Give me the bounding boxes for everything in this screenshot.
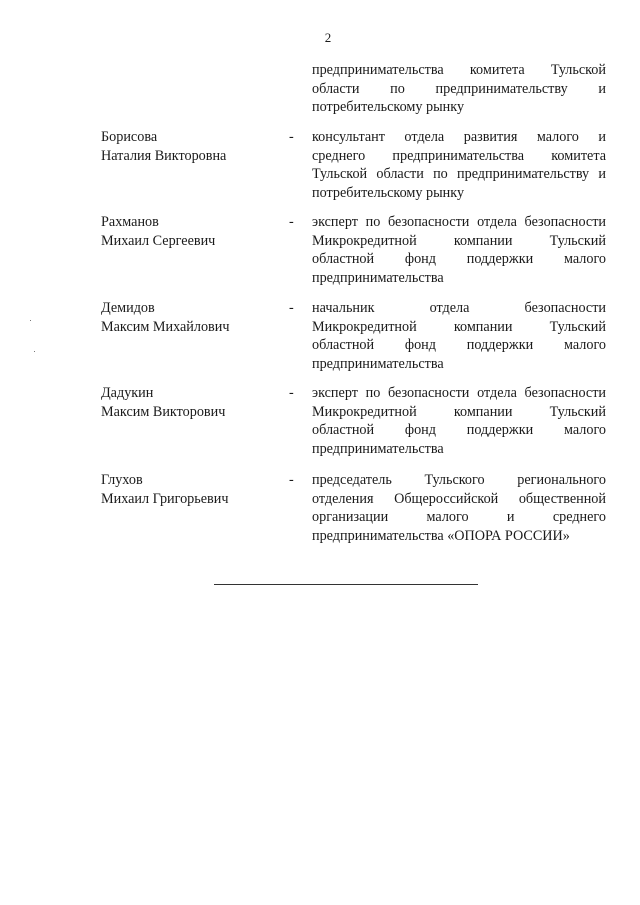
description-line: председатель Тульского регионального [312, 472, 606, 488]
description-line: предпринимательства [312, 355, 444, 372]
description-line: Микрокредитной компании Тульский [312, 403, 606, 420]
closing-rule [214, 584, 478, 585]
member-given-names: Максим Михайлович [101, 318, 230, 335]
member-dash: - [289, 472, 294, 488]
description-line: эксперт по безопасности отдела безопасности [312, 214, 606, 230]
scan-speck [34, 351, 35, 352]
description-line: потребительскому рынку [312, 99, 465, 115]
member-name [101, 471, 281, 508]
member-surname: Дадукин [101, 385, 154, 401]
member-surname: Демидов [101, 300, 155, 316]
member-description [312, 384, 606, 458]
member-name [101, 213, 281, 250]
continuation-description [312, 61, 606, 117]
member-given-names: Михаил Григорьевич [101, 490, 229, 507]
member-description [312, 471, 606, 545]
description-line: консультант отдела развития малого и [312, 129, 606, 145]
member-description [312, 213, 606, 287]
description-line: Микрокредитной компании Тульский [312, 232, 606, 249]
member-given-names: Михаил Сергеевич [101, 232, 216, 249]
scan-speck [30, 320, 31, 321]
description-line: области по предпринимательству и [312, 80, 606, 97]
description-line: предпринимательства [312, 440, 444, 457]
description-line: отделения Общероссийской общественной [312, 490, 606, 507]
member-dash: - [289, 214, 294, 230]
description-line: предпринимательства комитета Тульской [312, 62, 606, 78]
member-dash: - [289, 385, 294, 401]
description-line: областной фонд поддержки малого [312, 251, 606, 267]
member-dash: - [289, 300, 294, 316]
member-name [101, 384, 281, 421]
description-line: потребительскому рынку [312, 184, 465, 201]
member-dash: - [289, 129, 294, 145]
member-description [312, 299, 606, 373]
description-line: предпринимательства «ОПОРА РОССИИ» [312, 527, 570, 544]
member-surname: Борисова [101, 129, 158, 145]
description-line: предпринимательства [312, 269, 444, 286]
description-line: эксперт по безопасности отдела безопасности [312, 385, 606, 401]
member-surname: Глухов [101, 472, 143, 488]
description-line: Микрокредитной компании Тульский [312, 318, 606, 335]
member-given-names: Максим Викторович [101, 403, 226, 420]
member-name [101, 299, 281, 336]
member-given-names: Наталия Викторовна [101, 147, 227, 164]
member-description [312, 128, 606, 202]
description-line: областной фонд поддержки малого [312, 337, 606, 353]
description-line: начальник отдела безопасности [312, 300, 606, 316]
description-line: организации малого и среднего [312, 509, 606, 525]
member-surname: Рахманов [101, 214, 159, 230]
description-line: областной фонд поддержки малого [312, 422, 606, 438]
description-line: Тульской области по предпринимательству и [312, 166, 606, 182]
description-line: среднего предпринимательства комитета [312, 147, 606, 164]
member-name [101, 128, 281, 165]
page-number: 2 [324, 30, 332, 45]
